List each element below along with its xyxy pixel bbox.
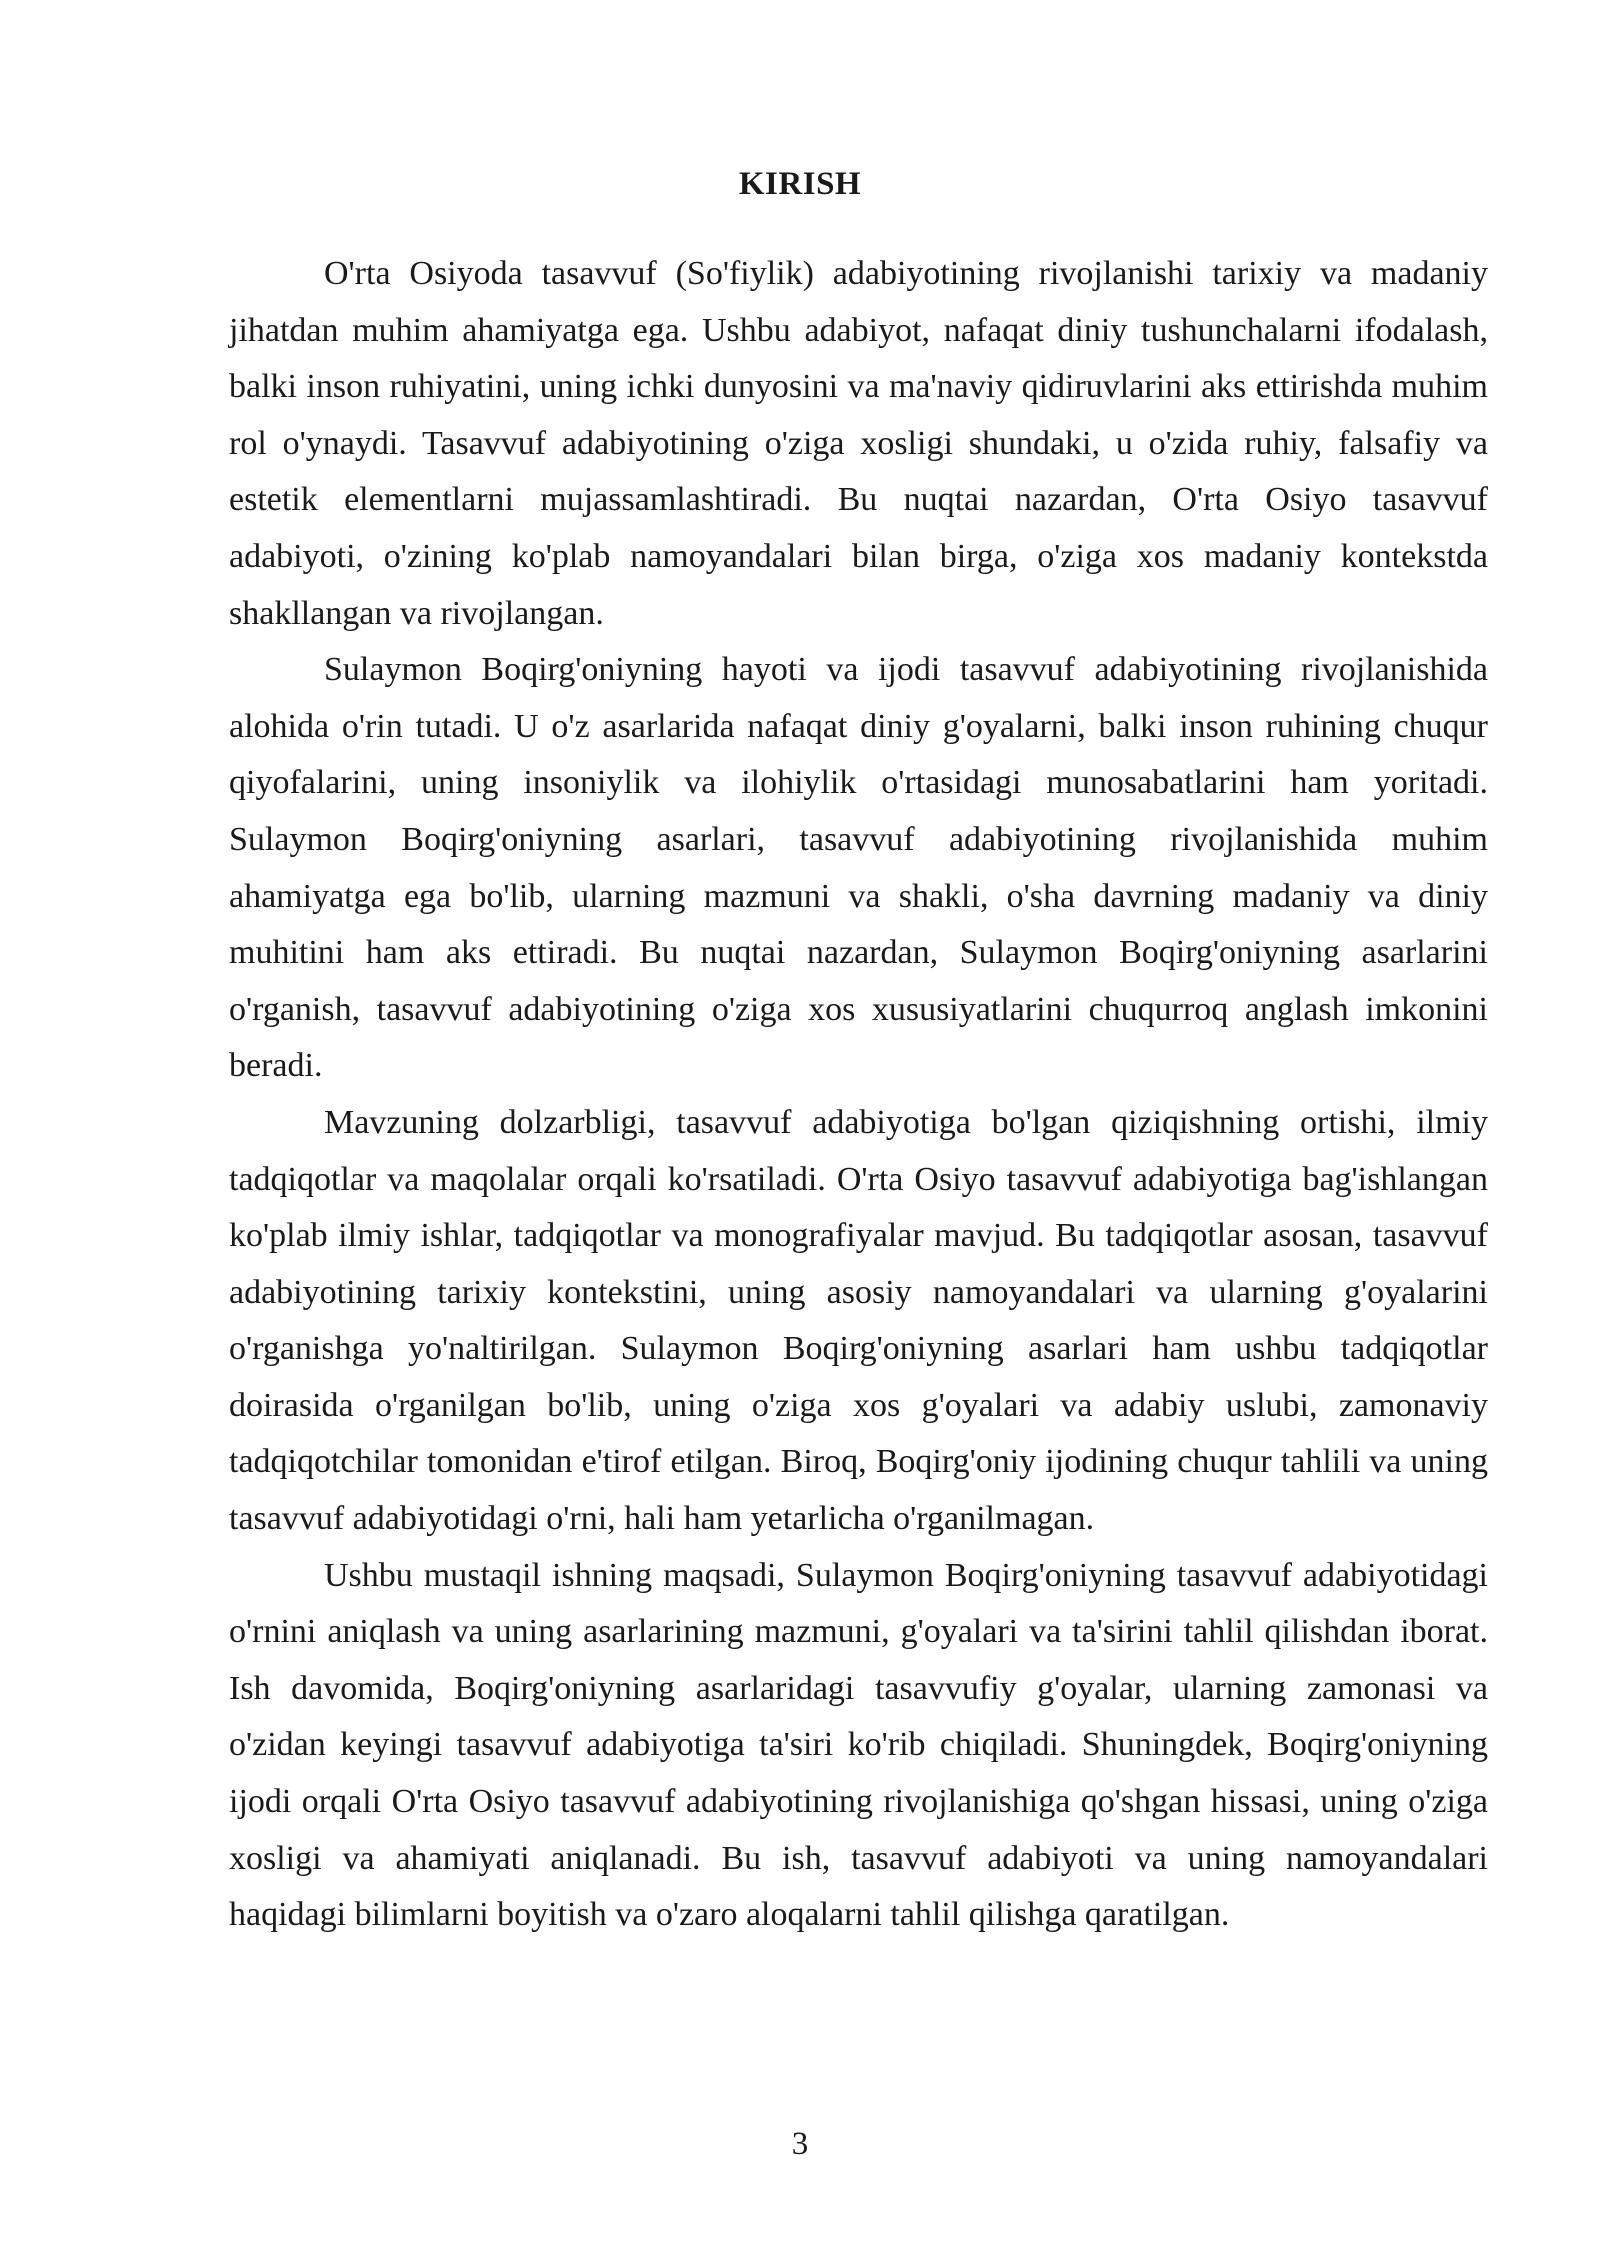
page-number: 3 (791, 2126, 809, 2162)
paragraph-2: Sulaymon Boqirg'oniyning hayoti va ijodi tasavvuf adabiyotining rivojlanishida alohida o'rin tutadi. U o'z asarlarida nafaqat diniy g'oyalarni, balki inson ruhining chuqur qiyofalarini, uning insoniylik va ilohiylik o'rtasidagi munosabatlarini ham yoritadi. Sulaymon Boqirg'oniyning asarlari, tasavvuf adabiyotining rivojlanishida muhim ahamiyatga ega bo'lib, ularning mazmuni va shakli, o'sha davrning madaniy va diniy muhitini ham aks ettiradi. Bu nuqtai nazardan, Sulaymon Boqirg'oniyning asarlarini o'rganish, tasavvuf adabiyotining o'ziga xos xususiyatlarini chuqurroq anglash imkonini beradi. (229, 651, 1488, 1085)
body-text (229, 246, 1488, 1944)
section-heading: KIRISH (738, 166, 862, 202)
paragraph-3: Mavzuning dolzarbligi, tasavvuf adabiyotiga bo'lgan qiziqishning ortishi, ilmiy tadqiqotlar va maqolalar orqali ko'rsatiladi. O'rta Osiyo tasavvuf adabiyotiga bag'ishlangan ko'plab ilmiy ishlar, tadqiqotlar va monografiyalar mavjud. Bu tadqiqotlar asosan, tasavvuf adabiyotining tarixiy kontekstini, uning asosiy namoyandalari va ularning g'oyalarini o'rganishga yo'naltirilgan. Sulaymon Boqirg'oniyning asarlari ham ushbu tadqiqotlar doirasida o'rganilgan bo'lib, uning o'ziga xos g'oyalari va adabiy uslubi, zamonaviy tadqiqotchilar tomonidan e'tirof etilgan. Biroq, Boqirg'oniy ijodining chuqur tahlili va uning tasavvuf adabiyotidagi o'rni, hali ham yetarlicha o'rganilmagan. (229, 1103, 1488, 1538)
paragraph-4: Ushbu mustaqil ishning maqsadi, Sulaymon Boqirg'oniyning tasavvuf adabiyotidagi o'rnini aniqlash va uning asarlarining mazmuni, g'oyalari va ta'sirini tahlil qilishdan iborat. Ish davomida, Boqirg'oniyning asarlaridagi tasavvufiy g'oyalar, ularning zamonasi va o'zidan keyingi tasavvuf adabiyotiga ta'siri ko'rib chiqiladi. Shuningdek, Boqirg'oniyning ijodi orqali O'rta Osiyo tasavvuf adabiyotining rivojlanishiga qo'shgan hissasi, uning o'ziga xosligi va ahamiyati aniqlanadi. Bu ish, tasavvuf adabiyoti va uning namoyandalari haqidagi bilimlarni boyitish va o'zaro aloqalarni tahlil qilishga qaratilgan. (229, 1556, 1488, 1934)
paragraph-1: O'rta Osiyoda tasavvuf (So'fiylik) adabiyotining rivojlanishi tarixiy va madaniy jihatdan muhim ahamiyatga ega. Ushbu adabiyot, nafaqat diniy tushunchalarni ifodalash, balki inson ruhiyatini, uning ichki dunyosini va ma'naviy qidiruvlarini aks ettirishda muhim rol o'ynaydi. Tasavvuf adabiyotining o'ziga xosligi shundaki, u o'zida ruhiy, falsafiy va estetik elementlarni mujassamlashtiradi. Bu nuqtai nazardan, O'rta Osiyo tasavvuf adabiyoti, o'zining ko'plab namoyandalari bilan birga, o'ziga xos madaniy kontekstda shakllangan va rivojlangan. (229, 255, 1488, 632)
